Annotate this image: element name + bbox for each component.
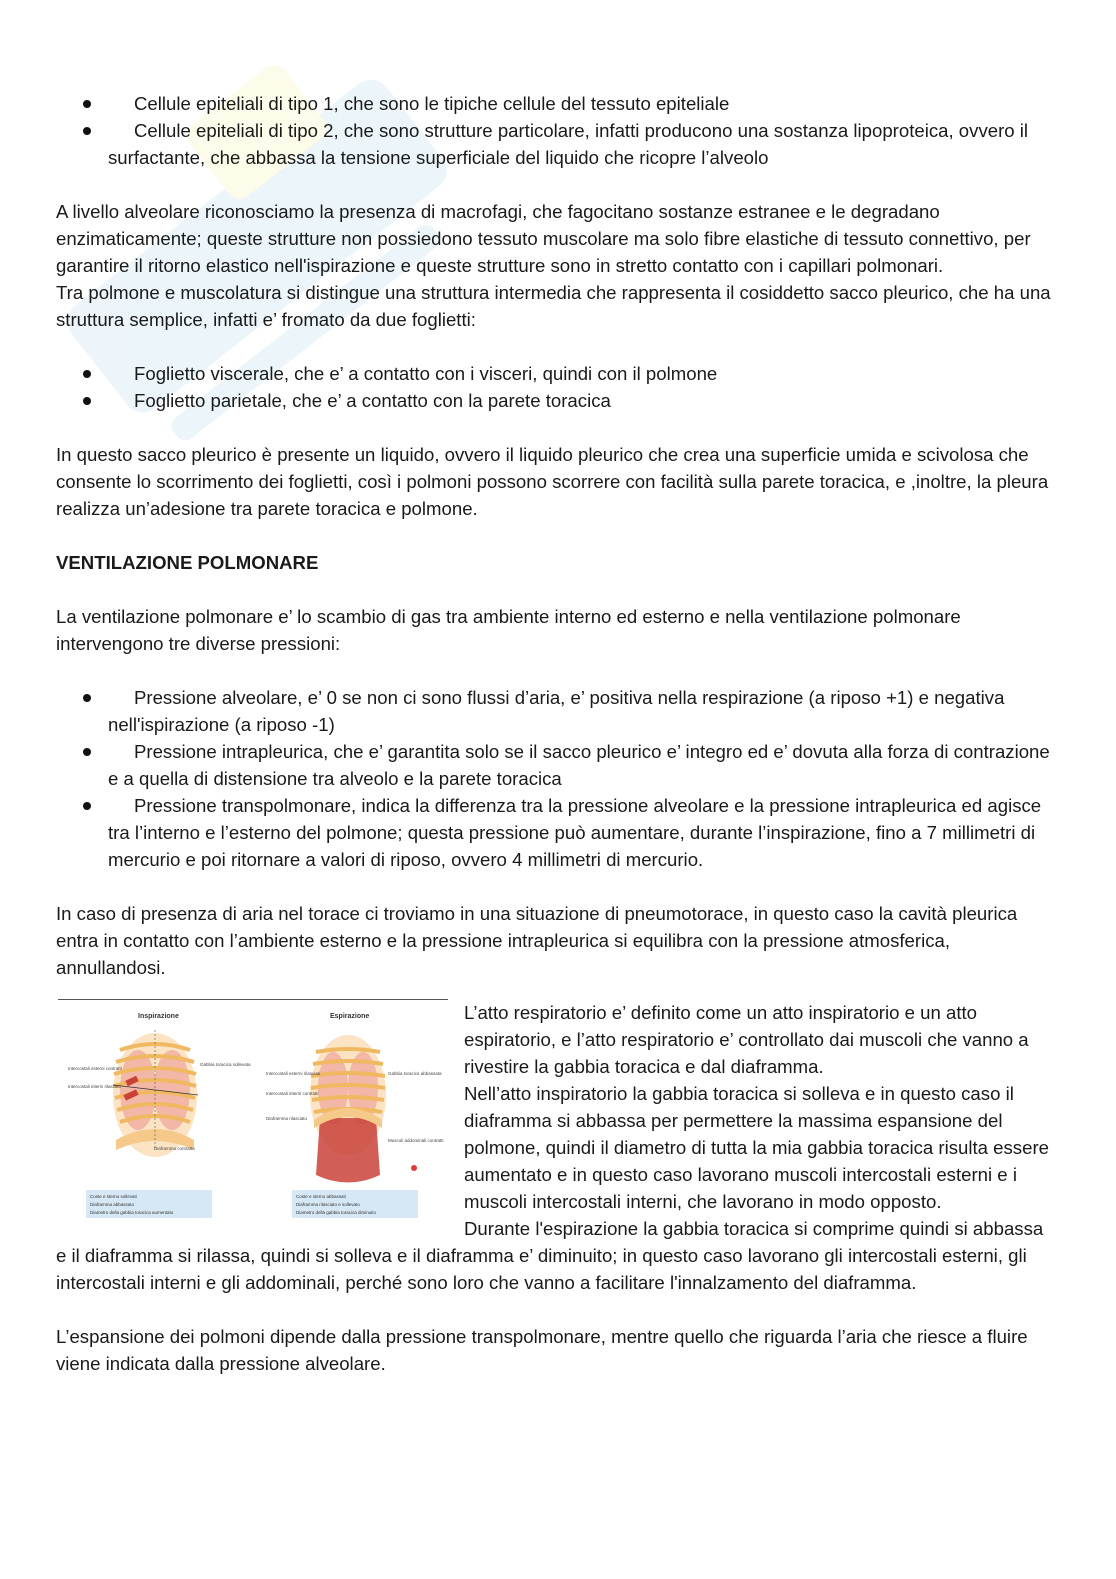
pressioni-list [56, 684, 1056, 873]
paragraph-atto-inspiratorio: Nell’atto inspiratorio la gabbia toracica si solleva e in questo caso il diaframma si abbassa per permettere la massima espansione del polmone, quindi il diametro di tutta la mia gabbia toracica risulta essere aumentato e in questo caso lavorano muscoli intercostali esterni e i muscoli intercostali interni, che lavorano in modo opposto. [464, 1083, 1049, 1212]
label-diaframma-rilasciato: Diaframma rilasciato [266, 1116, 308, 1121]
label-intercostali-interni-rilasciati: Intercostali interni rilasciati [68, 1084, 121, 1089]
summary-line: Coste e sterno abbassati [296, 1194, 346, 1199]
foglietti-list [56, 360, 1056, 414]
list-item: Pressione intrapleurica, che e’ garantita solo se il sacco pleurico e’ integro ed e’ dovuta alla forza di contrazione e a quella di distensione tra alveolo e la parete toracica [56, 738, 1056, 792]
section-heading: VENTILAZIONE POLMONARE [56, 552, 319, 573]
summary-line: Diaframma abbassato [90, 1202, 135, 1207]
list-item: Pressione transpolmonare, indica la differenza tra la pressione alveolare e la pressione intrapleurica ed agisce tra l’interno e l’esterno del polmone; questa pressione può aumentare, durante l’inspirazione, fino a 7 millimetri di mercurio e poi ritornare a valori di riposo, ovvero 4 millimetri di mercurio. [56, 792, 1056, 873]
list-item: Cellule epiteliali di tipo 1, che sono le tipiche cellule del tessuto epiteliale [56, 90, 1056, 117]
list-item: Foglietto viscerale, che e’ a contatto con i visceri, quindi con il polmone [56, 360, 1056, 387]
paragraph-liquido-pleurico: In questo sacco pleurico è presente un liquido, ovvero il liquido pleurico che crea una superficie umida e scivolosa che consente lo scorrimento dei foglietti, così i polmoni possono scorrere con facilità sulla parete toracica, e ,inoltre, la pleura realizza un’adesione tra parete toracica e polmone. [56, 444, 1049, 519]
paragraph-espansione: L’espansione dei polmoni dipende dalla pressione transpolmonare, mentre quello che riguarda l’aria che riesce a fluire viene indicata dalla pressione alveolare. [56, 1326, 1028, 1374]
figure-title-espirazione: Espirazione [330, 1013, 370, 1020]
label-gabbia-sollevata: Gabbia toracica sollevata [200, 1062, 251, 1067]
document-page [56, 90, 1056, 1377]
summary-line: Diaframma rilasciato e sollevato [296, 1202, 360, 1207]
label-gabbia-abbassata: Gabbia toracica abbassata [388, 1071, 442, 1076]
figure-text-block [56, 999, 1056, 1296]
bullet-icon [83, 370, 91, 378]
paragraph-ventilazione: La ventilazione polmonare e’ lo scambio di gas tra ambiente interno ed esterno e nella ventilazione polmonare intervengono tre diverse pressioni: [56, 606, 961, 654]
paragraph-macrofagi: A livello alveolare riconosciamo la presenza di macrofagi, che fagocitano sostanze estranee e le degradano enzimaticamente; queste strutture non possiedono tessuto muscolare ma solo fibre elastiche di tessuto connettivo, per garantire il ritorno elastico nell'ispirazione e queste strutture sono in stretto contatto con i capillari polmonari. [56, 201, 1031, 276]
label-diaframma-contratto: Diaframma contratto [154, 1146, 195, 1151]
ribcage-inspirazione [113, 1030, 198, 1157]
summary-line: Diametro della gabbia toracica aumentato [90, 1210, 174, 1215]
label-intercostali-esterni-rilasciati: Intercostali esterni rilasciati [266, 1071, 321, 1076]
figure-title-inspirazione: Inspirazione [138, 1013, 179, 1020]
cell-types-list [56, 90, 1056, 171]
list-item: Pressione alveolare, e’ 0 se non ci sono flussi d’aria, e’ positiva nella respirazione (a riposo +1) e negativa nell'ispirazione (a riposo -1) [56, 684, 1056, 738]
list-item: Foglietto parietale, che e’ a contatto con la parete toracica [56, 387, 1056, 414]
bullet-icon [83, 694, 91, 702]
paragraph-espirazione: Durante l'espirazione la gabbia toracica si comprime quindi si abbassa e il diaframma si rilassa, quindi si solleva e il diaframma e’ diminuito; in questo caso lavorano gli intercostali esterni, gli intercostali interni e gli addominali, perché sono loro che vanno a facilitare l'innalzamento del diaframma. [56, 1218, 1044, 1293]
bullet-icon [83, 748, 91, 756]
bullet-icon [83, 397, 91, 405]
label-muscoli-addominali: Muscoli addominali contratti [388, 1138, 444, 1143]
paragraph-atto-respiratorio: L’atto respiratorio e’ definito come un atto inspiratorio e un atto espiratorio, e l’atto respiratorio e’ controllato dai muscoli che vanno a rivestire la gabbia toracica e dal diaframma. [464, 1002, 1029, 1077]
summary-line: Diametro della gabbia toracica diminuito [296, 1210, 377, 1215]
breathing-figure [58, 999, 448, 1228]
ribcage-espirazione [310, 1035, 417, 1183]
bullet-icon [83, 802, 91, 810]
label-intercostali-interni-contratti: Intercostali interni contratti [266, 1091, 319, 1096]
paragraph-pneumotorace: In caso di presenza di aria nel torace ci troviamo in una situazione di pneumotorace, in questo caso la cavità pleurica entra in contatto con l’ambiente esterno e la pressione intrapleurica si equilibra con la pressione atmosferica, annullandosi. [56, 903, 1018, 978]
ribcage-illustration [58, 1000, 448, 1228]
bullet-icon [83, 100, 91, 108]
label-intercostali-esterni-contratti: Intercostali esterni contratti [68, 1066, 122, 1071]
list-item: Cellule epiteliali di tipo 2, che sono strutture particolare, infatti producono una sostanza lipoproteica, ovvero il surfactante, che abbassa la tensione superficiale del liquido che ricopre l’alveolo [56, 117, 1056, 171]
summary-line: Coste e sterno sollevati [90, 1194, 137, 1199]
bullet-icon [83, 127, 91, 135]
paragraph-sacco-pleurico: Tra polmone e muscolatura si distingue una struttura intermedia che rappresenta il cosiddetto sacco pleurico, che ha una struttura semplice, infatti e’ fromato da due foglietti: [56, 282, 1051, 330]
